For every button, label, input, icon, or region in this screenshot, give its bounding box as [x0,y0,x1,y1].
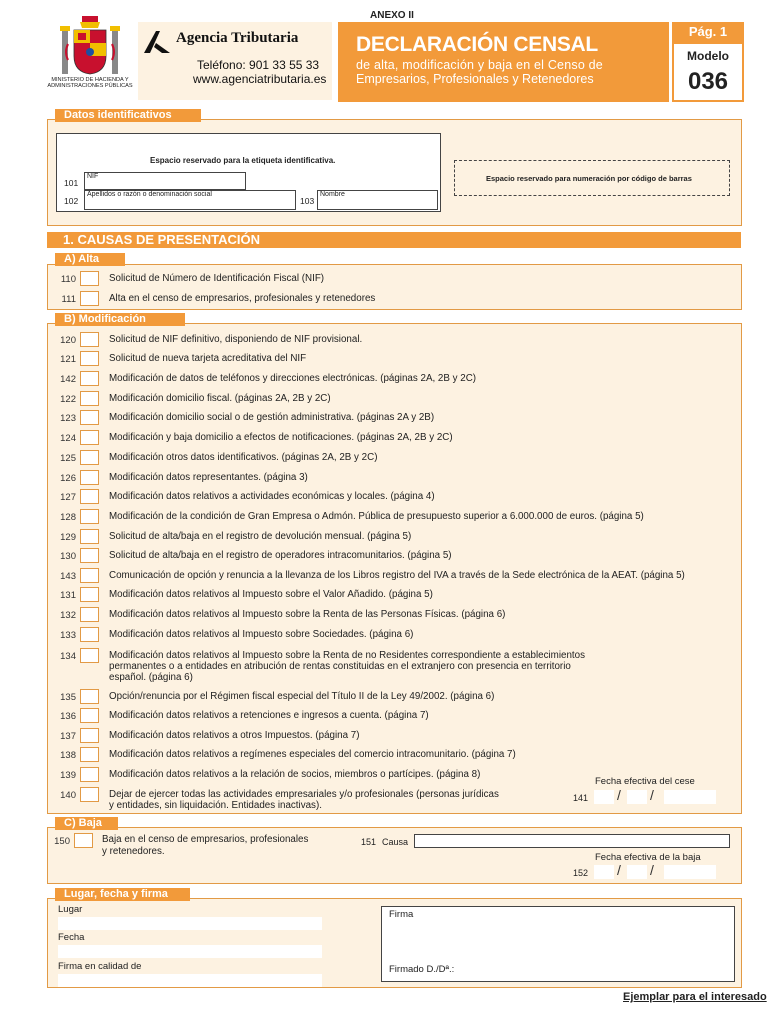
page-number: Pág. 1 [672,22,744,42]
row-code: 123 [60,413,76,424]
form-title: DECLARACIÓN CENSAL [356,33,598,56]
option-checkbox[interactable] [80,587,99,602]
baja-checkbox[interactable] [74,833,93,848]
cease-date-label: Fecha efectiva del cese [595,776,695,787]
option-checkbox[interactable] [80,568,99,583]
cease-year-field[interactable] [664,790,716,804]
option-checkbox[interactable] [80,747,99,762]
field-101-code: 101 [64,178,79,188]
baja-date-code: 152 [573,868,589,878]
baja-date-label: Fecha efectiva de la baja [595,852,701,863]
agency-phone: Teléfono: 901 33 55 33 [197,58,320,72]
option-checkbox[interactable] [80,410,99,425]
form-subtitle-line1: de alta, modificación y baja en el Censo de [356,58,603,72]
baja-text-line1: Baja en el censo de empresarios, profesionales [102,834,309,845]
option-label: Modificación otros datos identificativos. (páginas 2A, 2B y 2C) [109,452,378,463]
row-code: 134 [60,651,76,662]
row-code: 140 [60,790,76,801]
row-code: 110 [60,274,76,285]
option-checkbox[interactable] [80,489,99,504]
alta-tab: A) Alta [55,253,125,266]
option-label: Modificación domicilio fiscal. (páginas 2A, 2B y 2C) [109,393,331,404]
cause-field[interactable] [414,834,730,848]
option-label: Modificación datos relativos a la relación de socios, miembros o partícipes. (página 8) [109,769,481,780]
option-checkbox[interactable] [80,529,99,544]
row-code: 124 [60,433,76,444]
model-label: Modelo [687,49,729,63]
option-checkbox[interactable] [80,648,99,663]
date-separator: / [617,787,621,803]
option-checkbox[interactable] [80,271,99,286]
baja-year-field[interactable] [664,865,716,879]
option-checkbox[interactable] [80,787,99,802]
section-1-title: 1. CAUSAS DE PRESENTACIÓN [47,232,741,248]
model-box [672,42,744,102]
row-code: 128 [60,512,76,523]
option-label: Modificación datos relativos a actividades económicas y locales. (página 4) [109,491,435,502]
option-label: Modificación datos relativos al Impuesto sobre la Renta de las Personas Físicas. (página 6) [109,609,506,620]
row-code: 127 [60,492,76,503]
copy-label: Ejemplar para el interesado [623,991,767,1003]
date-label: Fecha [58,932,85,943]
option-label: Opción/renuncia por el Régimen fiscal especial del Título II de la Ley 49/2002. (página 6) [109,691,495,702]
row-code: 138 [60,750,76,761]
option-label: Modificación datos relativos al Impuesto sobre el Valor Añadido. (página 5) [109,589,433,600]
cease-day-field[interactable] [594,790,614,804]
place-field[interactable] [58,917,322,930]
option-label: Alta en el censo de empresarios, profesionales y retenedores [109,293,376,304]
option-checkbox[interactable] [80,351,99,366]
signed-by-label: Firmado D./Dª.: [389,964,455,975]
option-label: Modificación de datos de teléfonos y direcciones electrónicas. (páginas 2A, 2B y 2C) [109,373,477,384]
row-code: 132 [60,610,76,621]
option-label: Solicitud de Número de Identificación Fiscal (NIF) [109,273,325,284]
option-label: Modificación datos relativos a otros Impuestos. (página 7) [109,730,360,741]
modificacion-tab: B) Modificación [55,313,185,326]
option-checkbox[interactable] [80,470,99,485]
row-code: 126 [60,473,76,484]
barcode-area-text: Espacio reservado para numeración por código de barras [486,174,692,183]
option-checkbox[interactable] [80,767,99,782]
option-label: Solicitud de alta/baja en el registro de operadores intracomunitarios. (página 5) [109,550,452,561]
capacity-field[interactable] [58,974,322,987]
option-label: Solicitud de NIF definitivo, disponiendo de NIF provisional. [109,334,363,345]
first-name-field-label: Nombre [320,191,345,198]
cease-month-field[interactable] [627,790,647,804]
date-separator: / [650,787,654,803]
option-label: Dejar de ejercer todas las actividades empresariales y/o profesionales (personas jurídicas [109,789,499,800]
nif-field[interactable] [84,172,246,190]
option-label: Comunicación de opción y renuncia a la llevanza de los Libros registro del IVA a través de la Sede electrónica de la AEAT. (página 5) [109,570,685,581]
agency-logo-icon [142,29,172,55]
option-checkbox[interactable] [80,548,99,563]
row-code: 143 [60,571,76,582]
row-code: 131 [60,590,76,601]
option-label: Solicitud de alta/baja en el registro de devolución mensual. (página 5) [109,531,412,542]
option-label: Modificación de la condición de Gran Empresa o Admón. Pública de presupuesto superior a 6.000.000 de euros. (página 5) [109,511,644,522]
field-103-code: 103 [300,196,315,206]
capacity-label: Firma en calidad de [58,961,142,972]
baja-month-field[interactable] [627,865,647,879]
option-label: Solicitud de nueva tarjeta acreditativa del NIF [109,353,307,364]
row-code: 125 [60,453,76,464]
row-code: 135 [60,692,76,703]
cause-code: 151 [361,837,377,847]
ministry-name: MINISTERIO DE HACIENDA Y ADMINISTRACIONES PÚBLICAS [47,77,133,89]
date-field[interactable] [58,945,322,958]
option-checkbox[interactable] [80,689,99,704]
option-label: Modificación datos representantes. (página 3) [109,472,308,483]
row-code: 122 [60,394,76,405]
cease-date-code: 141 [573,793,589,803]
option-label: Modificación datos relativos al Impuesto sobre Sociedades. (página 6) [109,629,414,640]
cause-label: Causa [382,837,409,847]
option-label: Modificación datos relativos al Impuesto sobre la Renta de no Residentes correspondiente a establecimientos [109,650,585,661]
option-checkbox[interactable] [80,371,99,386]
date-separator: / [617,862,621,878]
baja-day-field[interactable] [594,865,614,879]
agency-website: www.agenciatributaria.es [193,72,327,86]
row-code: 111 [61,294,76,305]
option-checkbox[interactable] [80,430,99,445]
option-checkbox[interactable] [80,332,99,347]
form-subtitle-line2: Empresarios, Profesionales y Retenedores [356,72,594,86]
row-code: 133 [60,630,76,641]
row-code: 121 [60,354,76,365]
agency-name: Agencia Tributaria [176,30,299,46]
option-checkbox[interactable] [80,708,99,723]
option-checkbox[interactable] [80,509,99,524]
name-field-label: Apellidos o razón o denominación social [87,191,212,198]
option-checkbox[interactable] [80,728,99,743]
option-label: Modificación y baja domicilio a efectos de notificaciones. (páginas 2A, 2B y 2C) [109,432,453,443]
label-area-text: Espacio reservado para la etiqueta identificativa. [150,156,336,165]
baja-tab: C) Baja [55,817,118,830]
place-label: Lugar [58,904,83,915]
option-checkbox[interactable] [80,627,99,642]
signature-tab: Lugar, fecha y firma [55,888,190,901]
nif-field-label: NIF [87,173,99,180]
option-checkbox[interactable] [80,607,99,622]
row-code: 137 [60,731,76,742]
row-code: 142 [60,374,76,385]
row-code: 130 [60,551,76,562]
option-label: Modificación datos relativos a regímenes especiales del comercio intracomunitario. (página 7) [109,749,516,760]
option-label: y entidades, sin liquidación. Entidades inactivas). [109,800,322,811]
annex-label: ANEXO II [370,10,414,21]
option-label: permanentes o a entidades en atribución de rentas constituidas en el extranjero con presencia en territorio [109,661,571,672]
option-checkbox[interactable] [80,291,99,306]
coat-of-arms-icon [44,14,136,106]
baja-text-line2: y retenedores. [102,846,165,857]
field-102-code: 102 [64,196,79,206]
signature-label: Firma [389,909,414,920]
identification-tab: Datos identificativos [55,109,201,122]
option-checkbox[interactable] [80,450,99,465]
option-label: Modificación datos relativos a retenciones e ingresos a cuenta. (página 7) [109,710,429,721]
row-code: 129 [60,532,76,543]
model-number: 036 [687,68,729,95]
option-checkbox[interactable] [80,391,99,406]
option-label: Modificación domicilio social o de gestión administrativa. (páginas 2A y 2B) [109,412,435,423]
baja-code: 150 [54,836,70,847]
row-code: 120 [60,335,76,346]
row-code: 136 [60,711,76,722]
option-label: español. (página 6) [109,672,193,683]
row-code: 139 [60,770,76,781]
date-separator: / [650,862,654,878]
